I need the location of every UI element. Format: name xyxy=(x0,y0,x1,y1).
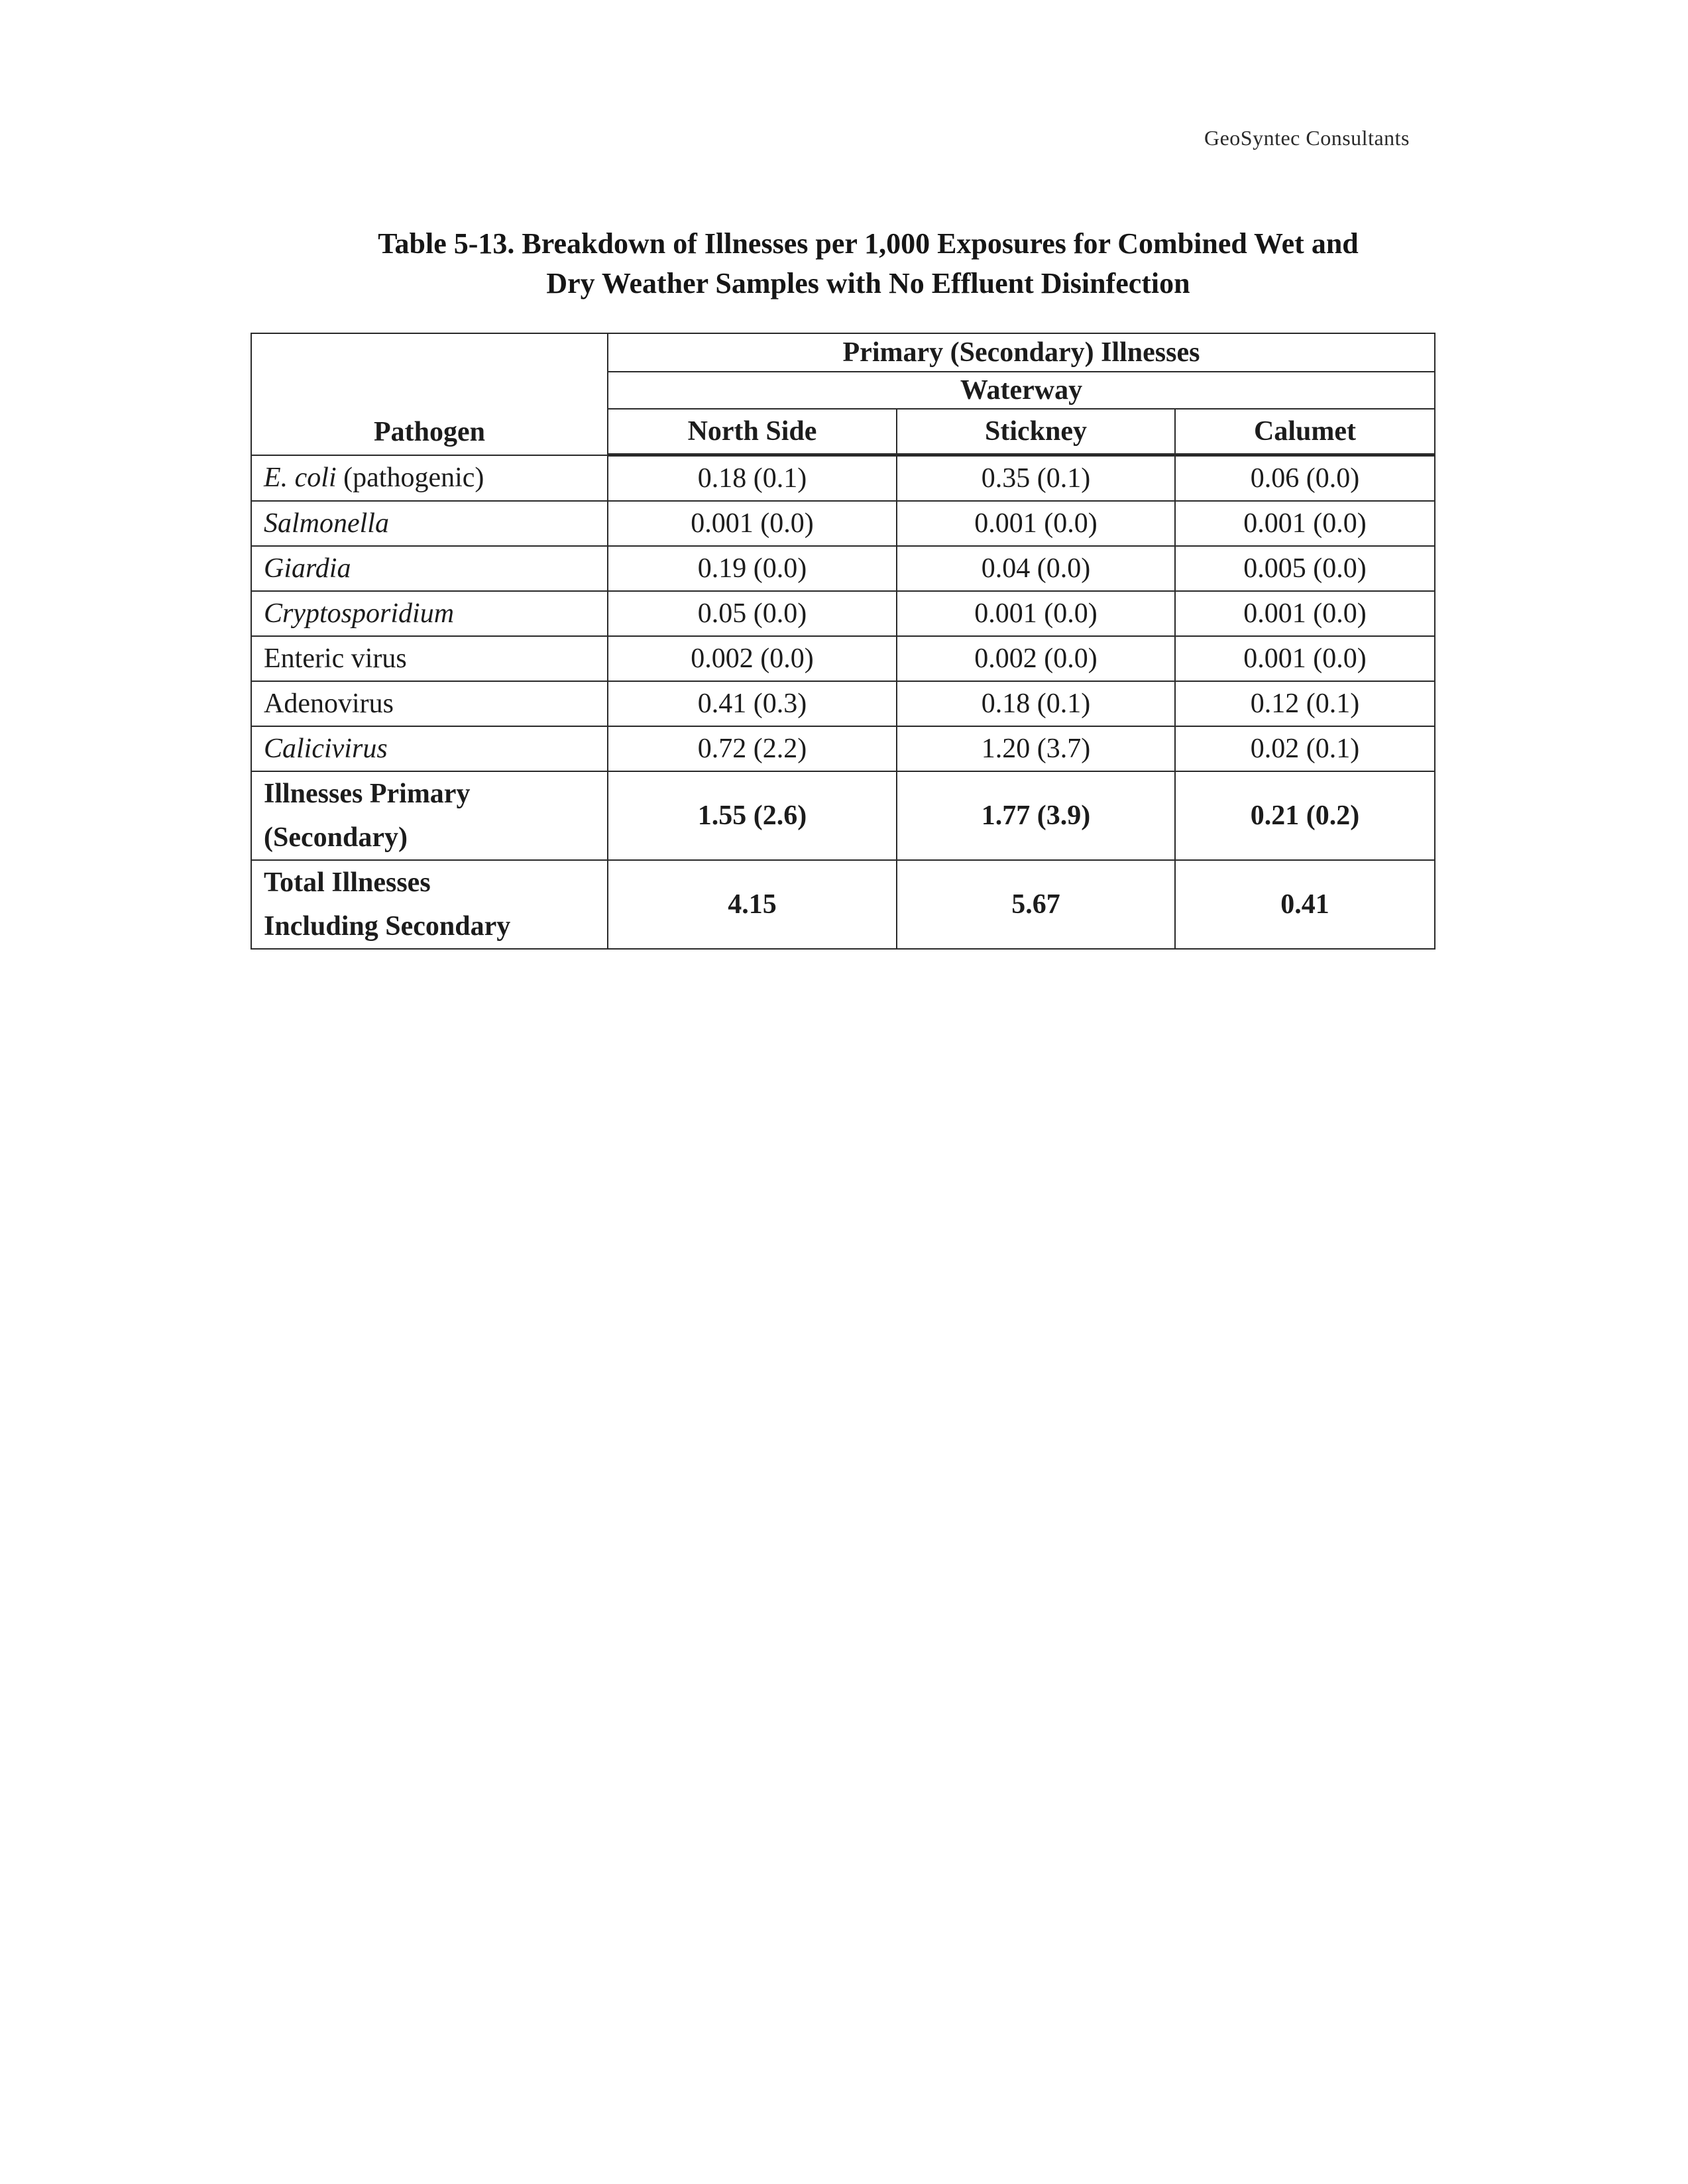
table-row xyxy=(251,636,1435,681)
caption-line-2: Dry Weather Samples with No Effluent Disinfection xyxy=(546,267,1190,300)
table-caption xyxy=(245,224,1491,303)
table-row xyxy=(251,455,1435,502)
value-calumet: 0.12 (0.1) xyxy=(1175,681,1435,726)
pathogen-name xyxy=(251,455,608,502)
value-north-side: 0.001 (0.0) xyxy=(608,501,897,546)
column-header-calumet: Calumet xyxy=(1175,409,1435,455)
summary-row-total xyxy=(251,860,1435,949)
pathogen-name xyxy=(251,501,608,546)
value-calumet: 0.02 (0.1) xyxy=(1175,726,1435,771)
illness-table-container xyxy=(251,333,1434,950)
pathogen-name xyxy=(251,681,608,726)
summary-label xyxy=(251,771,608,860)
value-stickney: 0.002 (0.0) xyxy=(897,636,1175,681)
value-stickney: 1.20 (3.7) xyxy=(897,726,1175,771)
pathogen-name-suffix: (pathogenic) xyxy=(336,463,484,494)
waterway-header: Waterway xyxy=(608,372,1435,409)
summary-row-primary-secondary xyxy=(251,771,1435,860)
table-row xyxy=(251,501,1435,546)
summary-label xyxy=(251,860,608,949)
value-calumet: 0.001 (0.0) xyxy=(1175,591,1435,636)
summary-value-north-side: 4.15 xyxy=(608,860,897,949)
column-header-stickney: Stickney xyxy=(897,409,1175,455)
summary-label-line-2: (Secondary) xyxy=(264,822,408,853)
illness-table xyxy=(251,333,1435,950)
pathogen-name-italic: E. coli xyxy=(264,463,337,494)
pathogen-name xyxy=(251,546,608,591)
pathogen-name-suffix: Enteric virus xyxy=(264,643,407,674)
pathogen-header: Pathogen xyxy=(251,333,608,455)
value-north-side: 0.19 (0.0) xyxy=(608,546,897,591)
pathogen-name xyxy=(251,636,608,681)
value-north-side: 0.18 (0.1) xyxy=(608,455,897,502)
value-stickney: 0.001 (0.0) xyxy=(897,501,1175,546)
value-north-side: 0.002 (0.0) xyxy=(608,636,897,681)
group-header: Primary (Secondary) Illnesses xyxy=(608,333,1435,372)
value-stickney: 0.18 (0.1) xyxy=(897,681,1175,726)
value-calumet: 0.001 (0.0) xyxy=(1175,636,1435,681)
company-header: GeoSyntec Consultants xyxy=(1204,126,1410,150)
value-stickney: 0.001 (0.0) xyxy=(897,591,1175,636)
table-row xyxy=(251,726,1435,771)
pathogen-name-italic: Giardia xyxy=(264,553,351,584)
value-calumet: 0.06 (0.0) xyxy=(1175,455,1435,502)
pathogen-name xyxy=(251,591,608,636)
value-calumet: 0.001 (0.0) xyxy=(1175,501,1435,546)
pathogen-name xyxy=(251,726,608,771)
value-stickney: 0.35 (0.1) xyxy=(897,455,1175,502)
value-north-side: 0.41 (0.3) xyxy=(608,681,897,726)
value-calumet: 0.005 (0.0) xyxy=(1175,546,1435,591)
table-row xyxy=(251,681,1435,726)
value-north-side: 0.72 (2.2) xyxy=(608,726,897,771)
summary-value-north-side: 1.55 (2.6) xyxy=(608,771,897,860)
summary-label-line-1: Total Illnesses xyxy=(264,867,431,898)
column-header-north-side: North Side xyxy=(608,409,897,455)
summary-value-calumet: 0.41 xyxy=(1175,860,1435,949)
pathogen-name-italic: Salmonella xyxy=(264,508,389,539)
table-row xyxy=(251,546,1435,591)
summary-value-calumet: 0.21 (0.2) xyxy=(1175,771,1435,860)
summary-value-stickney: 5.67 xyxy=(897,860,1175,949)
table-row xyxy=(251,591,1435,636)
caption-line-1: Table 5-13. Breakdown of Illnesses per 1,000 Exposures for Combined Wet and xyxy=(378,227,1359,260)
summary-label-line-2: Including Secondary xyxy=(264,911,511,942)
pathogen-name-italic: Cryptosporidium xyxy=(264,598,455,629)
pathogen-name-suffix: Adenovirus xyxy=(264,688,394,719)
summary-label-line-1: Illnesses Primary xyxy=(264,779,471,809)
summary-value-stickney: 1.77 (3.9) xyxy=(897,771,1175,860)
value-north-side: 0.05 (0.0) xyxy=(608,591,897,636)
pathogen-name-italic: Calicivirus xyxy=(264,734,388,764)
value-stickney: 0.04 (0.0) xyxy=(897,546,1175,591)
